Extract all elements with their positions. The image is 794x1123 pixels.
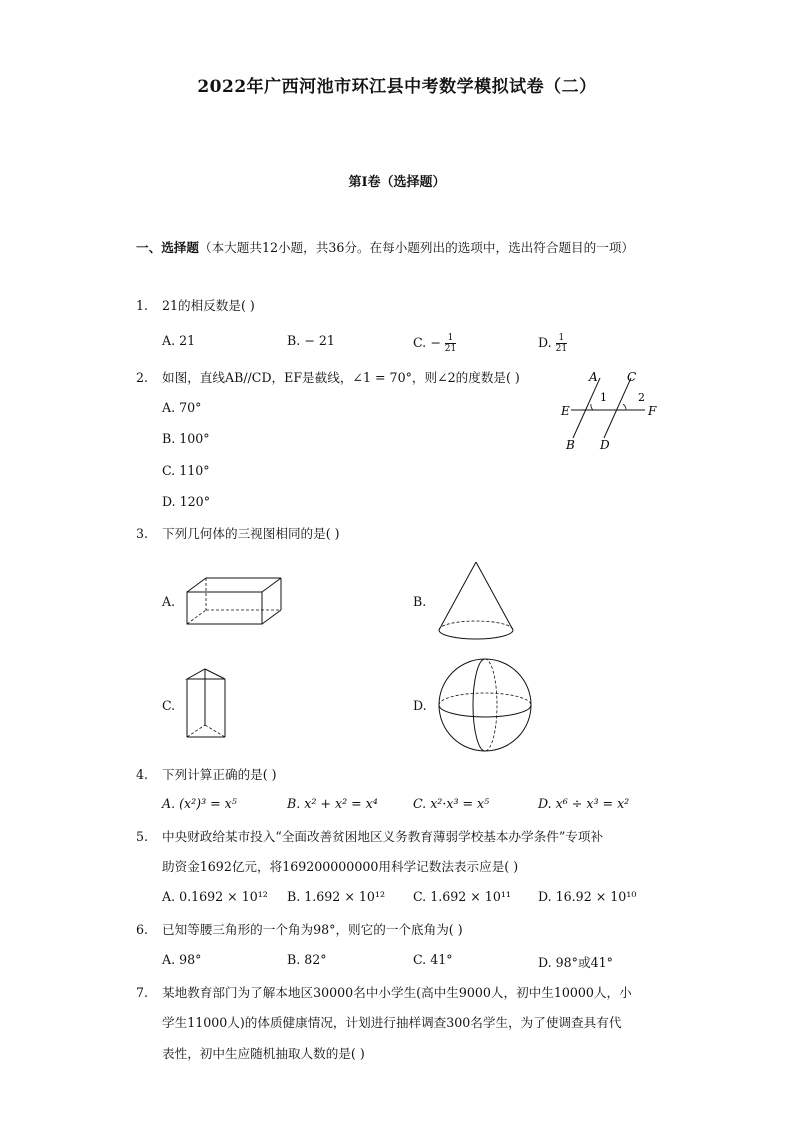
q3-stem: 下列几何体的三视图相同的是( ): [162, 526, 340, 541]
q1-option-c-fraction: [445, 333, 456, 354]
fraction-denominator: 21: [444, 344, 457, 354]
q6-option-c: C. 41°: [413, 952, 453, 967]
q3-option-d: D.: [413, 698, 427, 713]
label-f: F: [648, 404, 657, 418]
q4-option-a: A. (x²)³ = x⁵: [162, 796, 237, 811]
q5-stem-line1: 中央财政给某市投入“全面改善贫困地区义务教育薄弱学校基本办学条件”专项补: [162, 829, 604, 844]
triangular-prism-figure: [184, 667, 230, 747]
q3-option-a: A.: [162, 594, 176, 609]
q7-stem-line2: 学生11000人)的体质健康情况，计划进行抽样调查300名学生，为了使调查具有代: [162, 1015, 622, 1030]
q6-option-d: D. 98°或41°: [538, 955, 613, 970]
q5-option-a: A. 0.1692 × 10¹²: [162, 889, 268, 904]
label-angle-1: 1: [600, 391, 607, 404]
line-cd: [604, 378, 631, 438]
label-e: E: [561, 404, 570, 418]
q5-stem-line2: 助资金1692亿元，将169200000000用科学记数法表示应是( ): [162, 859, 519, 874]
angle-2-arc: [623, 404, 626, 410]
q4-stem: 下列计算正确的是( ): [162, 767, 277, 782]
angle-1-arc: [591, 404, 593, 410]
page-title: 2022年广西河池市环江县中考数学模拟试卷（二）: [197, 77, 597, 97]
fraction-numerator: 1: [556, 333, 567, 344]
q2-option-c: C. 110°: [162, 463, 210, 478]
q5-option-c: C. 1.692 × 10¹¹: [413, 889, 511, 904]
q3-option-c: C.: [162, 698, 176, 713]
q6-number: 6.: [136, 922, 149, 937]
q5-option-b: B. 1.692 × 10¹²: [287, 889, 385, 904]
section-heading-rest: （本大题共12小题，共36分。在每小题列出的选项中，选出符合题目的一项）: [198, 240, 635, 255]
part-heading: 第I卷（选择题）: [348, 175, 446, 190]
q7-stem-line3: 表性，初中生应随机抽取人数的是( ): [162, 1046, 365, 1061]
q6-option-a: A. 98°: [162, 952, 202, 967]
q1-option-c-label: C. −: [413, 335, 441, 350]
q4-option-c: C. x²·x³ = x⁵: [413, 796, 490, 811]
cone-figure: [434, 558, 518, 642]
q1-option-d-label: D.: [538, 335, 552, 350]
q3-option-b: B.: [413, 594, 427, 609]
section-heading-bold: 一、选择题: [136, 240, 199, 255]
fraction-numerator: 1: [445, 333, 456, 344]
q2-option-b: B. 100°: [162, 431, 210, 446]
q3-number: 3.: [136, 526, 149, 541]
line-ab: [573, 378, 600, 438]
parallel-lines-figure: [555, 366, 665, 456]
section-heading: [136, 233, 666, 263]
q2-option-d: D. 120°: [162, 494, 210, 509]
label-a: A: [589, 370, 598, 384]
q1-stem: 21的相反数是( ): [162, 298, 255, 313]
q2-number: 2.: [136, 370, 149, 385]
q5-option-d: D. 16.92 × 10¹⁰: [538, 889, 637, 904]
q7-number: 7.: [136, 985, 149, 1000]
q6-option-b: B. 82°: [287, 952, 327, 967]
q2-stem: 如图，直线AB//CD，EF是截线，∠1 = 70°，则∠2的度数是( ): [162, 370, 520, 385]
q1-option-d: [538, 333, 567, 354]
label-d: D: [600, 438, 610, 452]
q1-option-d-fraction: [556, 333, 567, 354]
label-angle-2: 2: [638, 391, 645, 404]
fraction-denominator: 21: [555, 344, 568, 354]
q6-stem: 已知等腰三角形的一个角为98°，则它的一个底角为( ): [162, 922, 463, 937]
q1-option-b: B. − 21: [287, 333, 335, 348]
q5-number: 5.: [136, 829, 149, 844]
q4-option-b: B. x² + x² = x⁴: [287, 796, 378, 811]
q2-option-a: A. 70°: [162, 400, 202, 415]
q1-number: 1.: [136, 298, 149, 313]
sphere-figure: [436, 656, 534, 754]
q1-option-a: A. 21: [162, 333, 196, 348]
cuboid-figure: [182, 574, 288, 628]
q7-stem-line1: 某地教育部门为了解本地区30000名中小学生(高中生9000人，初中生10000人，小: [162, 985, 632, 1000]
q4-option-d: D. x⁶ ÷ x³ = x²: [538, 796, 630, 811]
q4-number: 4.: [136, 767, 149, 782]
q1-option-c: [413, 333, 456, 354]
label-c: C: [627, 370, 637, 384]
label-b: B: [566, 438, 575, 452]
